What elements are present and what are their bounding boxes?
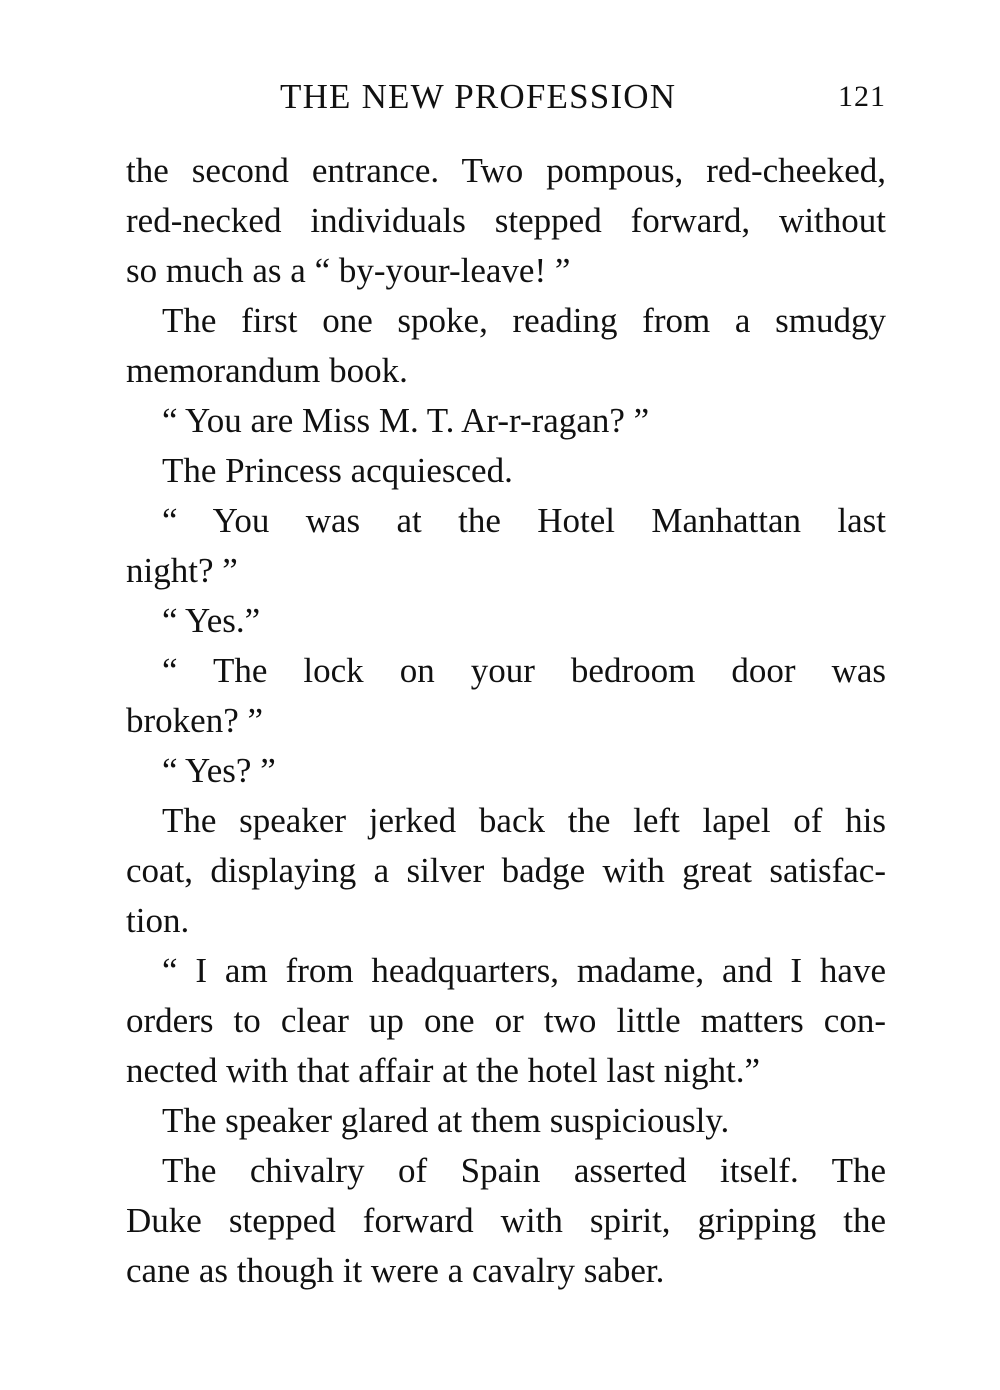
text-line: “ I am from headquarters, madame, and I have [162, 951, 886, 990]
text-line: so much as a “ by-your-leave! ” [126, 251, 571, 290]
text-line: The speaker jerked back the left lapel of his [162, 801, 886, 840]
text-line: “ Yes? ” [162, 751, 276, 790]
text-line: Duke stepped forward with spirit, gripping the [126, 1201, 886, 1240]
text-line: nected with that affair at the hotel last night.” [126, 1051, 760, 1090]
text-line: cane as though it were a cavalry saber. [126, 1251, 665, 1290]
text-line: night? ” [126, 551, 238, 590]
text-line: red-necked individuals stepped forward, without [126, 201, 886, 240]
text-line: “ You are Miss M. T. Ar-r-ragan? ” [162, 401, 650, 440]
text-line: orders to clear up one or two little matters con- [126, 1001, 886, 1040]
text-line: memorandum book. [126, 351, 408, 390]
text-line: coat, displaying a silver badge with great satisfac- [126, 851, 886, 890]
text-line: The speaker glared at them suspiciously. [162, 1101, 730, 1140]
page-number: 121 [838, 80, 886, 113]
text-line: tion. [126, 901, 190, 940]
text-line: “ The lock on your bedroom door was [162, 651, 886, 690]
running-title: THE NEW PROFESSION [280, 77, 677, 116]
text-line: “ You was at the Hotel Manhattan last [162, 501, 886, 540]
text-line: The chivalry of Spain asserted itself. The [162, 1151, 886, 1190]
running-header [0, 74, 1000, 120]
text-line: the second entrance. Two pompous, red-cheeked, [126, 151, 886, 190]
text-line: The Princess acquiesced. [162, 451, 513, 490]
body-text [126, 146, 886, 1296]
text-line: broken? ” [126, 701, 264, 740]
text-line: “ Yes.” [162, 601, 261, 640]
text-line: The first one spoke, reading from a smudgy [162, 301, 886, 340]
